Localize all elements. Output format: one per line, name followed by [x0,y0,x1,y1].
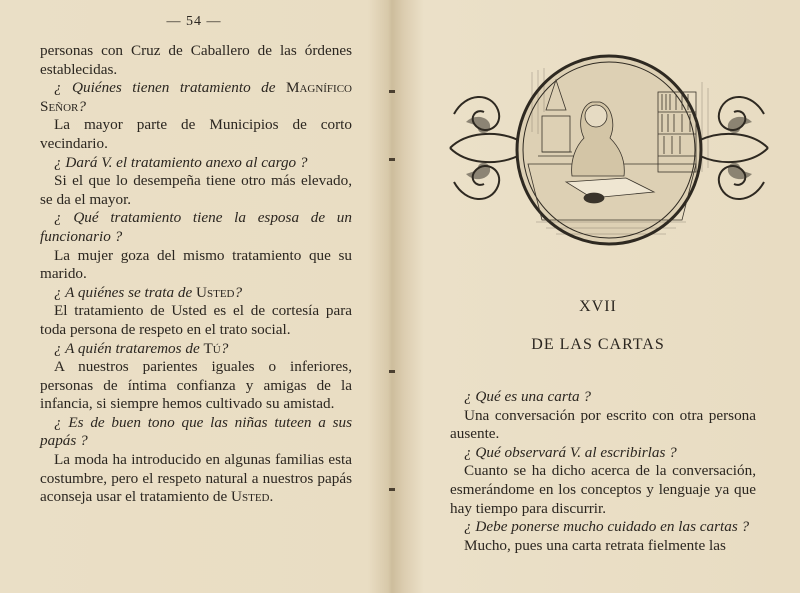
small-caps-term: Usted [196,283,235,301]
text-run: ¿ Qué tratamiento tiene la esposa de un funcionario ? [40,209,352,245]
answer-paragraph: La mayor parte de Municipios de corto vecindario. [40,116,352,152]
gutter-stitch [389,90,395,93]
answer-paragraph: personas con Cruz de Caballero de las órdenes establecidas. [40,42,352,78]
text-run: ¿ Quiénes tienen tratamiento de [54,79,286,97]
chapter-title: DE LAS CARTAS [531,336,665,353]
question-paragraph [450,388,756,407]
answer-paragraph: A nuestros parientes iguales o inferiores, personas de íntima confianza y amigas de la infancia, si siempre hemos cultivado su amistad. [40,358,352,413]
question-paragraph [450,444,756,463]
question-paragraph [40,209,352,246]
gutter-stitch [389,158,395,161]
question-paragraph [40,414,352,451]
answer-paragraph: Si el que lo desempeña tiene otro más elevado, se da el mayor. [40,172,352,208]
small-caps-term: Usted [231,488,270,506]
answer-paragraph: Una conversación por escrito con otra persona ausente. [450,406,756,443]
chapter-vignette-illustration [446,52,772,248]
text-run: ¿ Debe ponerse mucho cuidado en las cartas ? [464,518,750,536]
page-number: — 54 — [166,14,222,29]
text-run: ¿ A quién trataremos de [54,339,204,357]
question-paragraph [40,284,352,303]
gutter-stitch [389,488,395,491]
left-page-body [40,42,352,507]
question-paragraph [40,154,352,173]
text-run: ? [220,339,229,357]
text-run: ? [234,283,243,301]
text-run: ¿ Qué es una carta ? [464,388,591,405]
small-caps-term: Tú [203,339,221,357]
answer-paragraph [40,451,352,507]
text-run: ¿ A quiénes se trata de [54,283,197,301]
text-run: ¿ Dará V. el tratamiento anexo al cargo ? [54,153,308,171]
text-run: ? [78,97,86,115]
text-run: . [269,488,274,506]
question-paragraph [40,79,352,116]
answer-paragraph: Cuanto se ha dicho acerca de la conversación, esmerándome en los conceptos y lenguaje ya que hay tiempo para discurrir. [450,462,756,517]
answer-paragraph: Mucho, pues una carta retrata fielmente las [464,536,726,554]
answer-paragraph: El tratamiento de Usted es el de cortesía para toda persona de respeto en el trato social. [40,302,352,338]
small-caps-term: Magnífico Señor [40,79,352,115]
text-run: ¿ Es de buen tono que las niñas tuteen a sus papás ? [40,413,352,450]
question-paragraph [40,340,352,359]
left-page [0,0,388,593]
answer-paragraph: La mujer goza del mismo tratamiento que su marido. [40,246,352,283]
text-run: La moda ha introducido en algunas familias esta costumbre, pero el respeto natural a nuestros papás aconseja usar el tratamiento de [40,451,352,506]
question-paragraph [450,518,756,537]
gutter-stitch [389,370,395,373]
right-page-body [450,388,756,555]
text-run: ¿ Qué observará V. al escribirlas ? [464,443,677,461]
chapter-number: XVII [579,298,617,315]
